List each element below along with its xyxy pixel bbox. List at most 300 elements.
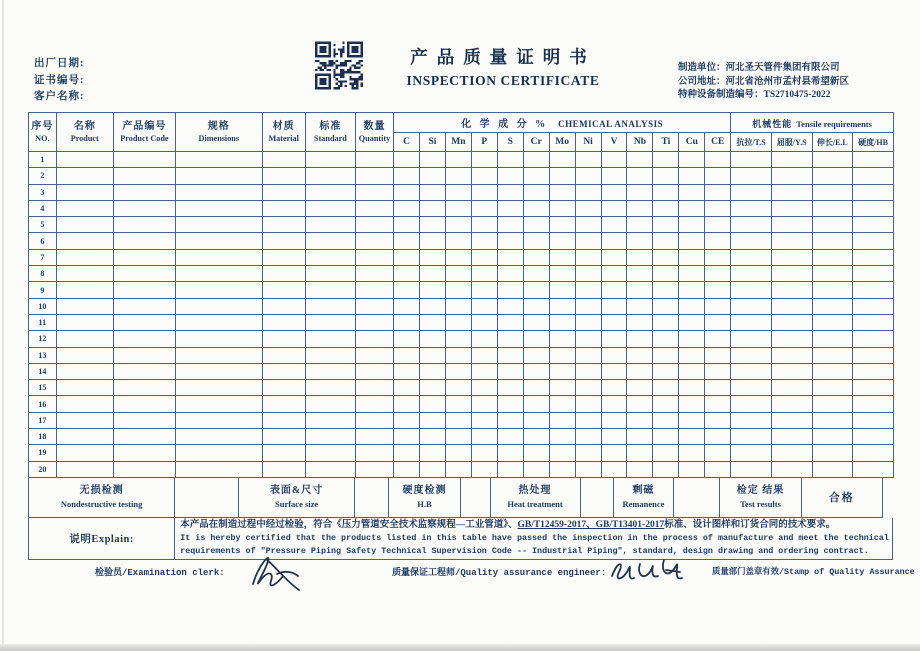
empty-cell (262, 152, 305, 168)
empty-cell (471, 412, 497, 428)
empty-cell (575, 363, 601, 379)
empty-cell (445, 168, 471, 184)
empty-cell (575, 314, 601, 330)
empty-cell (445, 249, 471, 265)
scan-edge-bottom (0, 644, 920, 651)
empty-cell (601, 363, 627, 379)
empty-cell (445, 445, 471, 461)
empty-cell (262, 282, 305, 298)
empty-cell (601, 249, 627, 265)
empty-cell (549, 168, 575, 184)
empty-cell (523, 298, 549, 314)
empty-cell (549, 152, 575, 168)
empty-cell (705, 314, 731, 330)
empty-cell (549, 200, 575, 216)
empty-cell (471, 380, 497, 396)
table-row (29, 266, 894, 282)
row-number: 9 (29, 282, 57, 298)
qa-engineer-signature (606, 552, 688, 599)
empty-cell (653, 200, 679, 216)
empty-cell (549, 347, 575, 363)
empty-cell (419, 347, 445, 363)
empty-cell (445, 461, 471, 477)
empty-cell (176, 429, 263, 445)
summary-label-ndt: 无损检测 Nondestructive testing (28, 478, 175, 518)
empty-cell (523, 282, 549, 298)
empty-cell (56, 347, 113, 363)
empty-cell (471, 168, 497, 184)
empty-cell (56, 461, 113, 477)
empty-cell (771, 184, 812, 200)
empty-cell (731, 184, 772, 200)
empty-cell (56, 429, 113, 445)
empty-cell (812, 412, 853, 428)
col-header-dimensions: 规格 Dimensions (176, 113, 263, 152)
empty-cell (471, 200, 497, 216)
empty-cell (705, 331, 731, 347)
table-row (29, 331, 894, 347)
empty-cell (305, 347, 355, 363)
empty-cell (679, 298, 705, 314)
empty-cell (176, 184, 263, 200)
row-number: 14 (29, 363, 57, 379)
empty-cell (394, 412, 420, 428)
chem-col-ti: Ti (653, 133, 679, 152)
empty-cell (679, 396, 705, 412)
chem-col-mo: Mo (549, 133, 575, 152)
empty-cell (653, 396, 679, 412)
empty-cell (419, 200, 445, 216)
empty-cell (419, 233, 445, 249)
empty-cell (394, 380, 420, 396)
empty-cell (705, 184, 731, 200)
mech-col-ts: 抗拉/T.S (731, 133, 772, 152)
empty-cell (812, 152, 853, 168)
empty-cell (56, 331, 113, 347)
empty-cell (471, 233, 497, 249)
empty-cell (812, 249, 853, 265)
table-row (29, 200, 894, 216)
empty-cell (627, 152, 653, 168)
empty-cell (653, 168, 679, 184)
empty-cell (471, 331, 497, 347)
empty-cell (601, 266, 627, 282)
empty-cell (731, 331, 772, 347)
empty-cell (176, 233, 263, 249)
empty-cell (355, 445, 393, 461)
empty-cell (355, 152, 393, 168)
empty-cell (176, 363, 263, 379)
empty-cell (113, 347, 175, 363)
empty-cell (445, 429, 471, 445)
empty-cell (523, 217, 549, 233)
empty-cell (262, 314, 305, 330)
empty-cell (601, 314, 627, 330)
empty-cell (731, 396, 772, 412)
empty-cell (771, 217, 812, 233)
empty-cell (679, 217, 705, 233)
table-row (29, 380, 894, 396)
empty-cell (853, 200, 894, 216)
empty-cell (771, 429, 812, 445)
empty-cell (653, 461, 679, 477)
mech-col-el: 伸长/E.L (812, 133, 853, 152)
empty-cell (497, 184, 523, 200)
table-row (29, 249, 894, 265)
table-row (29, 233, 894, 249)
empty-cell (262, 200, 305, 216)
chem-col-mn: Mn (445, 133, 471, 152)
empty-cell (394, 217, 420, 233)
chem-col-ce: CE (705, 133, 731, 152)
row-number: 8 (29, 266, 57, 282)
empty-cell (394, 282, 420, 298)
empty-cell (262, 363, 305, 379)
empty-cell (176, 347, 263, 363)
empty-cell (305, 184, 355, 200)
mech-group-header: 机械性能 Tensile requirements (731, 113, 894, 133)
empty-cell (549, 396, 575, 412)
empty-cell (394, 347, 420, 363)
empty-cell (355, 249, 393, 265)
empty-cell (176, 380, 263, 396)
empty-cell (113, 314, 175, 330)
empty-cell (305, 249, 355, 265)
empty-cell (113, 266, 175, 282)
empty-cell (523, 233, 549, 249)
table-row (29, 347, 894, 363)
empty-cell (627, 380, 653, 396)
empty-cell (445, 347, 471, 363)
empty-cell (575, 461, 601, 477)
empty-cell (853, 461, 894, 477)
empty-cell (771, 445, 812, 461)
examiner-signature (243, 548, 305, 603)
empty-cell (705, 152, 731, 168)
empty-cell (705, 217, 731, 233)
table-row (29, 168, 894, 184)
empty-cell (679, 200, 705, 216)
qr-code-icon (315, 41, 363, 90)
empty-cell (705, 168, 731, 184)
explain-row (28, 518, 894, 560)
empty-cell (394, 168, 420, 184)
empty-cell (601, 200, 627, 216)
empty-cell (627, 184, 653, 200)
col-header-no: 序号 NO. (29, 113, 57, 152)
empty-cell (853, 266, 894, 282)
summary-label-hardness: 硬度检测 H.B (388, 478, 462, 518)
row-number: 16 (29, 396, 57, 412)
empty-cell (771, 249, 812, 265)
empty-cell (445, 233, 471, 249)
empty-cell (627, 396, 653, 412)
empty-cell (445, 282, 471, 298)
empty-cell (394, 314, 420, 330)
equipment-serial: 特种设备制造编号：TS2710475-2022 (678, 90, 831, 100)
empty-cell (497, 461, 523, 477)
empty-cell (575, 217, 601, 233)
empty-cell (812, 461, 853, 477)
empty-cell (497, 249, 523, 265)
empty-cell (445, 314, 471, 330)
empty-cell (705, 429, 731, 445)
empty-cell (523, 184, 549, 200)
empty-cell (653, 363, 679, 379)
empty-cell (56, 380, 113, 396)
empty-cell (394, 429, 420, 445)
empty-cell (56, 282, 113, 298)
empty-cell (497, 331, 523, 347)
empty-cell (305, 396, 355, 412)
empty-cell (471, 363, 497, 379)
empty-cell (731, 233, 772, 249)
empty-cell (497, 396, 523, 412)
empty-cell (549, 412, 575, 428)
table-row (29, 445, 894, 461)
empty-cell (56, 184, 113, 200)
empty-cell (471, 282, 497, 298)
empty-cell (653, 217, 679, 233)
empty-cell (653, 429, 679, 445)
table-row (29, 217, 894, 233)
empty-cell (305, 429, 355, 445)
empty-cell (355, 429, 393, 445)
empty-cell (627, 314, 653, 330)
empty-cell (113, 298, 175, 314)
empty-cell (705, 347, 731, 363)
empty-cell (653, 445, 679, 461)
empty-cell (113, 184, 175, 200)
empty-cell (601, 429, 627, 445)
empty-cell (853, 347, 894, 363)
empty-cell (549, 298, 575, 314)
empty-cell (497, 314, 523, 330)
empty-cell (419, 331, 445, 347)
empty-cell (771, 168, 812, 184)
row-number: 20 (29, 461, 57, 477)
empty-cell (601, 347, 627, 363)
summary-label-result: 检定 结果 Test results (719, 478, 801, 518)
empty-cell (679, 168, 705, 184)
empty-cell (419, 314, 445, 330)
empty-cell (262, 396, 305, 412)
empty-cell (653, 266, 679, 282)
row-number: 13 (29, 347, 57, 363)
empty-cell (176, 266, 263, 282)
empty-cell (812, 217, 853, 233)
manufacturer-info (678, 62, 849, 103)
empty-cell (679, 249, 705, 265)
empty-cell (731, 380, 772, 396)
empty-cell (601, 152, 627, 168)
empty-cell (731, 461, 772, 477)
header-left-labels (34, 56, 85, 106)
row-number: 3 (29, 184, 57, 200)
empty-cell (653, 298, 679, 314)
empty-cell (705, 396, 731, 412)
empty-cell (113, 363, 175, 379)
empty-cell (523, 314, 549, 330)
empty-cell (394, 331, 420, 347)
empty-cell (113, 217, 175, 233)
empty-cell (627, 461, 653, 477)
chem-col-cr: Cr (523, 133, 549, 152)
empty-cell (575, 184, 601, 200)
empty-cell (853, 380, 894, 396)
empty-cell (549, 429, 575, 445)
empty-cell (262, 461, 305, 477)
empty-cell (305, 282, 355, 298)
empty-cell (549, 282, 575, 298)
empty-cell (262, 445, 305, 461)
empty-cell (355, 282, 393, 298)
empty-cell (471, 152, 497, 168)
empty-cell (471, 249, 497, 265)
empty-cell (419, 266, 445, 282)
row-number: 19 (29, 445, 57, 461)
empty-cell (627, 298, 653, 314)
col-header-material: 材质 Material (262, 113, 305, 152)
empty-cell (812, 233, 853, 249)
empty-cell (627, 217, 653, 233)
cert-no-label: 证书编号: (34, 74, 85, 86)
empty-cell (445, 184, 471, 200)
empty-cell (445, 412, 471, 428)
empty-cell (771, 200, 812, 216)
empty-cell (549, 445, 575, 461)
empty-cell (812, 298, 853, 314)
empty-cell (355, 314, 393, 330)
empty-cell (575, 445, 601, 461)
empty-cell (549, 363, 575, 379)
empty-cell (355, 380, 393, 396)
examiner-label: 检验员/Examination clerk: (95, 568, 225, 578)
empty-cell (731, 298, 772, 314)
qa-engineer-label: 质量保证工程师/Quality assurance engineer: (392, 568, 607, 578)
summary-value-ndt (174, 478, 239, 518)
empty-cell (853, 282, 894, 298)
empty-cell (679, 461, 705, 477)
empty-cell (56, 233, 113, 249)
empty-cell (853, 429, 894, 445)
empty-cell (731, 347, 772, 363)
empty-cell (812, 184, 853, 200)
empty-cell (771, 412, 812, 428)
empty-cell (705, 461, 731, 477)
empty-cell (853, 217, 894, 233)
summary-label-surface: 表面&尺寸 Surface size (238, 478, 355, 518)
empty-cell (812, 168, 853, 184)
empty-cell (394, 200, 420, 216)
empty-cell (419, 412, 445, 428)
empty-cell (113, 249, 175, 265)
empty-cell (575, 396, 601, 412)
empty-cell (601, 298, 627, 314)
empty-cell (705, 249, 731, 265)
col-header-quantity: 数量 Quantity (355, 113, 393, 152)
empty-cell (497, 233, 523, 249)
empty-cell (679, 331, 705, 347)
empty-cell (653, 347, 679, 363)
empty-cell (497, 347, 523, 363)
empty-cell (305, 412, 355, 428)
empty-cell (575, 282, 601, 298)
empty-cell (812, 363, 853, 379)
empty-cell (523, 168, 549, 184)
empty-cell (705, 266, 731, 282)
empty-cell (705, 412, 731, 428)
empty-cell (575, 233, 601, 249)
empty-cell (627, 363, 653, 379)
empty-cell (262, 217, 305, 233)
empty-cell (575, 249, 601, 265)
empty-cell (653, 314, 679, 330)
empty-cell (627, 347, 653, 363)
empty-cell (575, 152, 601, 168)
summary-label-heat: 热处理 Heat treatment (490, 478, 581, 518)
empty-cell (262, 168, 305, 184)
empty-cell (523, 445, 549, 461)
empty-cell (731, 266, 772, 282)
chem-group-header: 化 学 成 分 % CHEMICAL ANALYSIS (394, 113, 731, 133)
empty-cell (419, 249, 445, 265)
table-row (29, 184, 894, 200)
empty-cell (471, 184, 497, 200)
empty-cell (731, 445, 772, 461)
empty-cell (497, 282, 523, 298)
empty-cell (575, 429, 601, 445)
empty-cell (523, 396, 549, 412)
row-number: 2 (29, 168, 57, 184)
page-title-en: INSPECTION CERTIFICATE (406, 73, 600, 88)
empty-cell (419, 429, 445, 445)
row-number: 7 (29, 249, 57, 265)
title-block (378, 44, 628, 89)
empty-cell (812, 396, 853, 412)
empty-cell (853, 233, 894, 249)
empty-cell (176, 412, 263, 428)
empty-cell (549, 266, 575, 282)
empty-cell (601, 412, 627, 428)
empty-cell (113, 429, 175, 445)
empty-cell (771, 298, 812, 314)
explain-text-en-1: It is hereby certified that the products listed in this table have passed the inspection in the process of manufacture and meet the technical (180, 532, 889, 543)
empty-cell (471, 298, 497, 314)
empty-cell (176, 249, 263, 265)
table-row (29, 282, 894, 298)
empty-cell (176, 200, 263, 216)
empty-cell (445, 363, 471, 379)
empty-cell (419, 168, 445, 184)
empty-cell (394, 298, 420, 314)
empty-cell (523, 152, 549, 168)
empty-cell (471, 347, 497, 363)
empty-cell (679, 412, 705, 428)
empty-cell (305, 266, 355, 282)
empty-cell (679, 347, 705, 363)
empty-cell (523, 363, 549, 379)
empty-cell (812, 429, 853, 445)
empty-cell (497, 412, 523, 428)
empty-cell (56, 266, 113, 282)
empty-cell (394, 363, 420, 379)
empty-cell (113, 445, 175, 461)
empty-cell (653, 233, 679, 249)
empty-cell (262, 380, 305, 396)
empty-cell (523, 249, 549, 265)
empty-cell (419, 445, 445, 461)
